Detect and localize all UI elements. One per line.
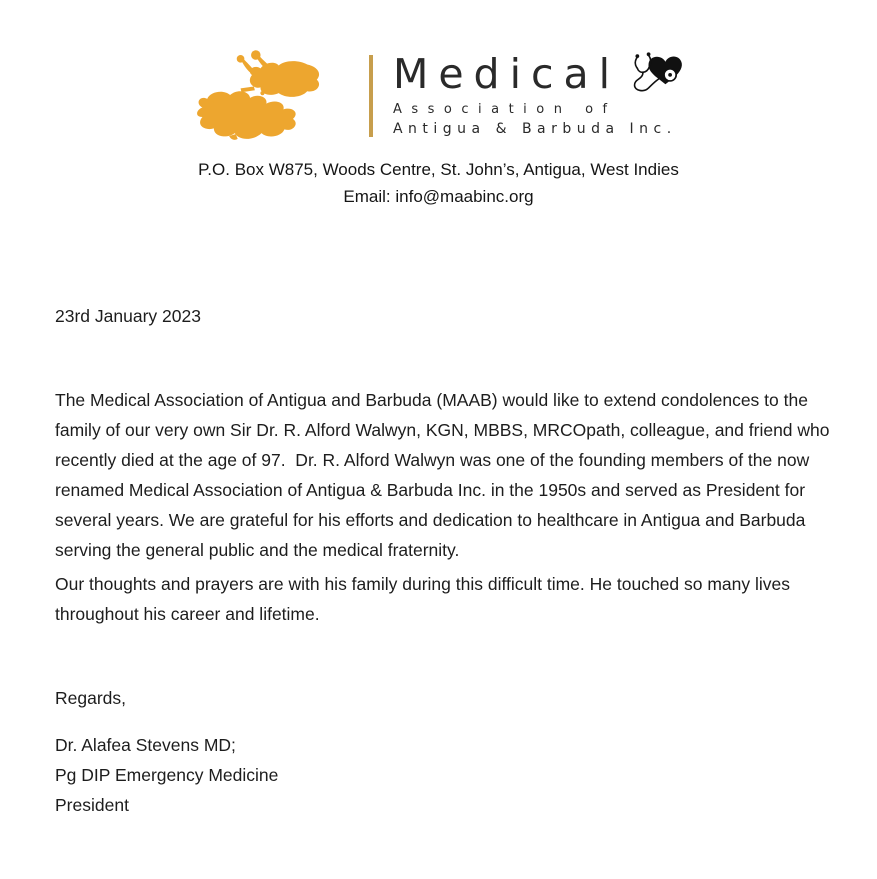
- letter-body: [0, 306, 877, 820]
- logo: [0, 48, 877, 144]
- signature-credentials: Pg DIP Emergency Medicine: [55, 765, 279, 785]
- logo-text: [392, 49, 686, 137]
- address-line: P.O. Box W875, Woods Centre, St. John’s, Antigua, West Indies: [198, 160, 679, 179]
- letterhead: [0, 0, 877, 210]
- signature-title: President: [55, 795, 129, 815]
- stethoscope-heart-icon: [628, 50, 686, 96]
- thoughts-paragraph: Our thoughts and prayers are with his family during this difficult time. He touched so many lives throughout his career and lifetime.: [55, 574, 795, 624]
- email-line: Email: info@maabinc.org: [343, 187, 534, 206]
- logo-divider: [369, 55, 373, 137]
- closing-salutation: Regards,: [55, 688, 127, 708]
- signature-block: [55, 730, 832, 820]
- condolence-paragraph: The Medical Association of Antigua and Barbuda (MAAB) would like to extend condolences to the family of our very own Sir Dr. R. Alford Walwyn, KGN, MBBS, MRCOpath, colleague, and friend who recently died at the age of 97. Dr. R. Alford Walwyn was one of the founding members of the now renamed Medical Association of Antigua & Barbuda Inc. in the 1950s and served as President for several years. We are grateful for his efforts and dedication to healthcare in Antigua and Barbuda serving the general public and the medical fraternity.: [55, 390, 835, 560]
- logo-title: Medical: [392, 49, 621, 98]
- logo-subtitle-antigua-barbuda: Antigua & Barbuda Inc.: [392, 120, 677, 137]
- paint-splash-islands-icon: [191, 48, 353, 144]
- letter-date: 23rd January 2023: [55, 306, 201, 326]
- signature-name: Dr. Alafea Stevens MD;: [55, 735, 236, 755]
- logo-subtitle-association: Association of: [392, 101, 617, 117]
- contact-block: [0, 156, 877, 210]
